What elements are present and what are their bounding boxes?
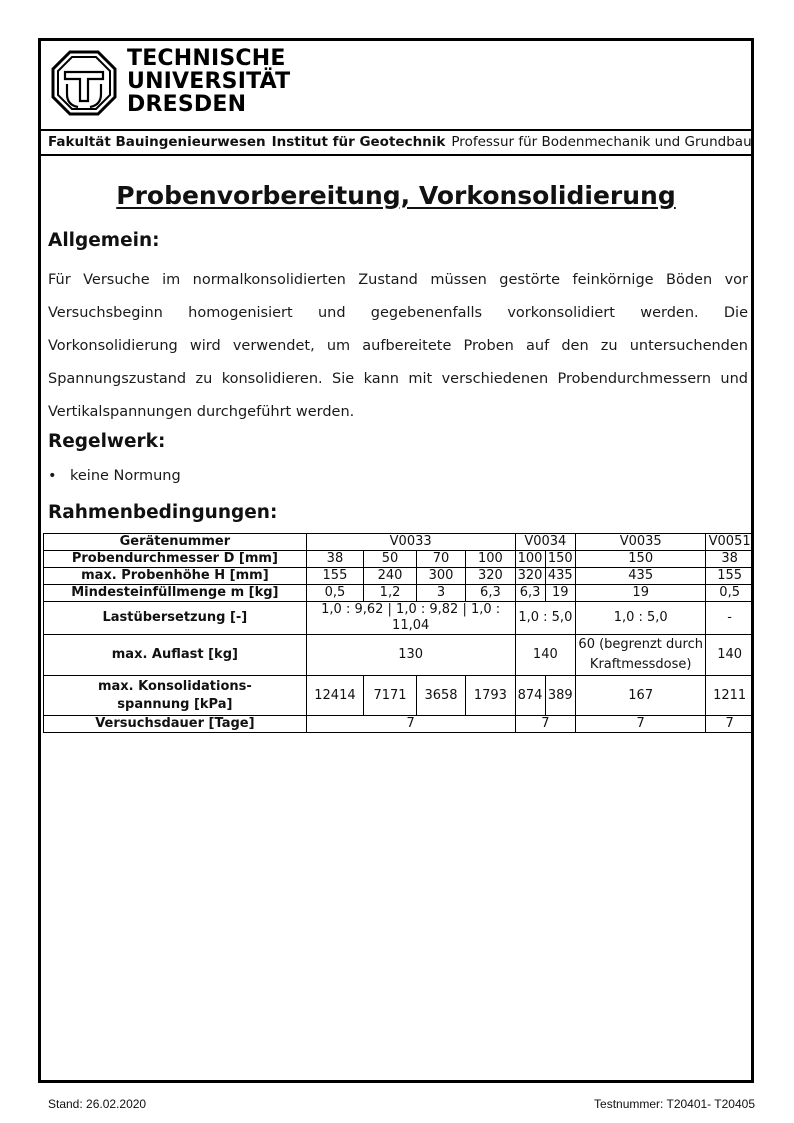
- height-label: max. Probenhöhe H [mm]: [44, 568, 307, 585]
- table-cell: 240: [364, 568, 417, 585]
- table-cell: 1,2: [364, 585, 417, 602]
- table-cell: 1,0 : 9,62 | 1,0 : 9,82 | 1,0 : 11,04: [306, 602, 515, 635]
- table-cell: 50: [364, 551, 417, 568]
- rules-heading: Regelwerk:: [48, 431, 166, 452]
- general-paragraph: Für Versuche im normalkonsolidierten Zustand müssen gestörte feinkörnige Böden vor Versuchsbeginn homogenisiert und gegebenenfalls vorkonsolidiert werden. Die Vorkonsolidierung wird verwendet, um aufbereitete Proben auf den zu untersuchenden Spannungszustand zu konsolidieren. Sie kann mit verschiedenen Probendurchmessern und Vertikalspannungen durchgeführt werden.: [48, 272, 748, 420]
- table-cell: -: [706, 602, 754, 635]
- header: [41, 41, 751, 131]
- conditions-heading: Rahmenbedingungen:: [48, 502, 278, 523]
- table-cell: 100: [515, 551, 545, 568]
- table-row: [44, 568, 754, 585]
- table-cell: 167: [576, 676, 706, 716]
- conditions-table: [43, 533, 754, 733]
- table-row: [44, 534, 754, 551]
- table-cell: 0,5: [306, 585, 363, 602]
- table-cell: 100: [466, 551, 515, 568]
- ratio-label: Lastübersetzung [-]: [44, 602, 307, 635]
- diameter-label: Probendurchmesser D [mm]: [44, 551, 307, 568]
- device-label: Gerätenummer: [44, 534, 307, 551]
- table-cell: 70: [416, 551, 465, 568]
- table-cell: 1,0 : 5,0: [576, 602, 706, 635]
- table-cell: 7171: [364, 676, 417, 716]
- institute-name: Institut für Geotechnik: [271, 134, 446, 150]
- table-row: [44, 635, 754, 676]
- load-label: max. Auflast [kg]: [44, 635, 307, 676]
- table-cell: 150: [576, 551, 706, 568]
- page-title: Probenvorbereitung, Vorkonsolidierung: [116, 181, 676, 210]
- faculty-name: Fakultät Bauingenieurwesen: [48, 134, 266, 150]
- table-cell: 3: [416, 585, 465, 602]
- table-row: [44, 585, 754, 602]
- table-cell: 12414: [306, 676, 363, 716]
- document-frame: [38, 38, 754, 1083]
- device-cell: V0035: [576, 534, 706, 551]
- faculty-bar: [41, 131, 751, 156]
- table-cell: 150: [545, 551, 576, 568]
- table-cell: 7: [515, 716, 576, 733]
- table-cell: 140: [515, 635, 576, 676]
- table-cell: 874: [515, 676, 545, 716]
- tu-dresden-logo-icon: [51, 50, 117, 116]
- table-cell: 435: [576, 568, 706, 585]
- table-cell: 3658: [416, 676, 465, 716]
- table-cell: 389: [545, 676, 576, 716]
- wordmark-line-1: TECHNISCHE: [127, 46, 286, 71]
- stress-label: max. Konsolidations-spannung [kPa]: [44, 676, 307, 716]
- device-cell: V0051: [706, 534, 754, 551]
- table-cell: 435: [545, 568, 576, 585]
- table-cell: 140: [706, 635, 754, 676]
- table-row: [44, 551, 754, 568]
- table-row: [44, 602, 754, 635]
- rules-list-item: [48, 468, 181, 484]
- table-cell: 19: [576, 585, 706, 602]
- table-row: [44, 716, 754, 733]
- table-cell: 155: [306, 568, 363, 585]
- footer-test-numbers: Testnummer: T20401- T20405: [594, 1097, 755, 1111]
- wordmark-line-3: DRESDEN: [127, 92, 247, 117]
- table-cell: 7: [576, 716, 706, 733]
- table-cell: 6,3: [466, 585, 515, 602]
- footer-date: Stand: 26.02.2020: [48, 1097, 147, 1111]
- bullet-icon: •: [48, 468, 57, 484]
- table-cell: 1793: [466, 676, 515, 716]
- fill-label: Mindesteinfüllmenge m [kg]: [44, 585, 307, 602]
- table-cell: 38: [706, 551, 754, 568]
- table-cell: 320: [466, 568, 515, 585]
- table-cell: 320: [515, 568, 545, 585]
- rules-item-text: keine Normung: [70, 468, 181, 484]
- table-cell: 1211: [706, 676, 754, 716]
- device-cell: V0034: [515, 534, 576, 551]
- table-cell: 300: [416, 568, 465, 585]
- table-cell: 7: [306, 716, 515, 733]
- table-cell: 7: [706, 716, 754, 733]
- table-cell: 38: [306, 551, 363, 568]
- table-cell: 19: [545, 585, 576, 602]
- duration-label: Versuchsdauer [Tage]: [44, 716, 307, 733]
- chair-name: Professur für Bodenmechanik und Grundbau: [451, 134, 752, 150]
- table-row: [44, 676, 754, 716]
- wordmark-line-2: UNIVERSITÄT: [127, 69, 291, 94]
- table-cell: 155: [706, 568, 754, 585]
- device-cell: V0033: [306, 534, 515, 551]
- university-wordmark: [127, 47, 290, 116]
- table-cell: 130: [306, 635, 515, 676]
- table-cell: 1,0 : 5,0: [515, 602, 576, 635]
- general-heading: Allgemein:: [48, 230, 160, 251]
- table-cell: 60 (begrenzt durch Kraftmessdose): [576, 635, 706, 676]
- table-cell: 6,3: [515, 585, 545, 602]
- table-cell: 0,5: [706, 585, 754, 602]
